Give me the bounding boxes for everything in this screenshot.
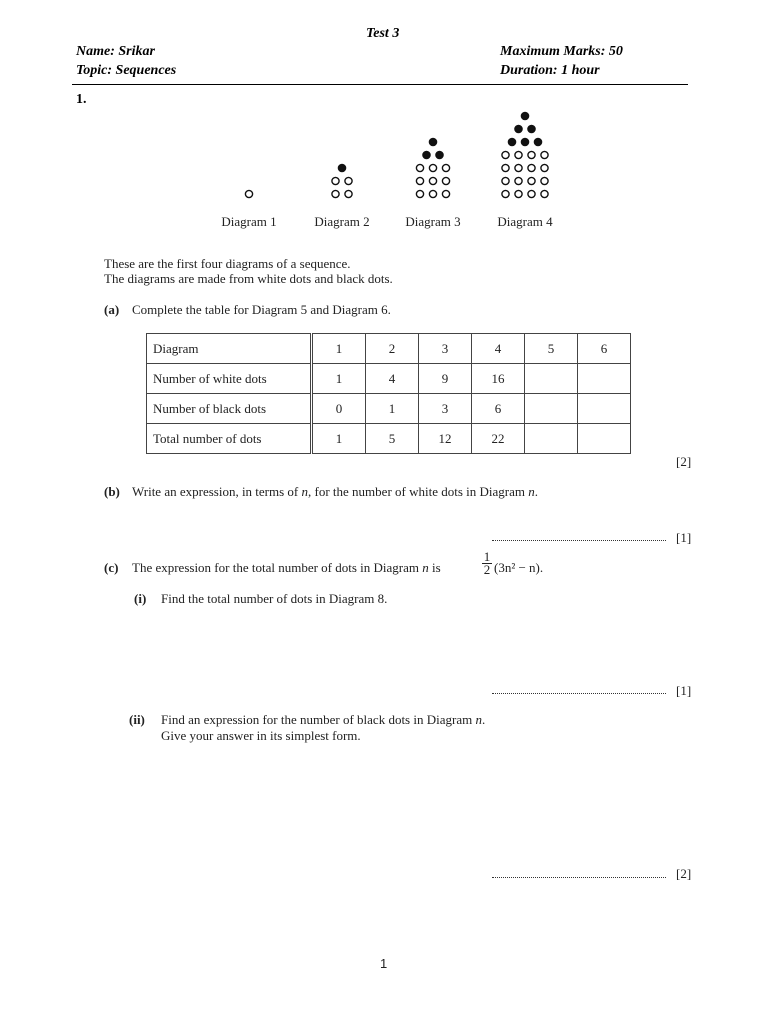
white-dot (502, 177, 509, 184)
table-cell: 9 (419, 364, 472, 394)
white-dot (345, 177, 352, 184)
answer-line-c-i[interactable] (492, 693, 666, 694)
white-dot (515, 151, 522, 158)
white-dot (502, 190, 509, 197)
table-answer-cell[interactable] (525, 364, 578, 394)
white-dot (429, 164, 436, 171)
page-number: 1 (380, 956, 388, 971)
black-dot (423, 151, 430, 158)
part-a-text: Complete the table for Diagram 5 and Diagram 6. (132, 302, 391, 317)
white-dot (442, 164, 449, 171)
table-answer-cell[interactable] (525, 424, 578, 454)
white-dot (502, 151, 509, 158)
table-cell: 2 (366, 334, 419, 364)
part-c-ii-marks: [2] (676, 866, 692, 881)
intro-line-2: The diagrams are made from white dots and black dots. (104, 271, 393, 286)
white-dot (332, 177, 339, 184)
table-cell: 1 (366, 394, 419, 424)
table-cell: 12 (419, 424, 472, 454)
table-cell: 4 (472, 334, 525, 364)
table-answer-cell[interactable] (525, 394, 578, 424)
white-dot (345, 190, 352, 197)
answer-line-c-ii[interactable] (492, 877, 666, 878)
white-dot (528, 190, 535, 197)
table-cell: 6 (472, 394, 525, 424)
table-cell: 3 (419, 394, 472, 424)
table-answer-cell[interactable] (578, 394, 631, 424)
table-cell: 1 (312, 364, 366, 394)
black-dot (429, 138, 436, 145)
white-dot (528, 151, 535, 158)
white-dot (541, 190, 548, 197)
black-dot (436, 151, 443, 158)
black-dot (521, 112, 528, 119)
total-dots-expression: (3n² − n). (494, 560, 544, 575)
sequence-table (146, 333, 631, 454)
dot-diagrams (200, 100, 580, 240)
question-number: 1. (76, 92, 87, 107)
white-dot (416, 177, 423, 184)
white-dot (541, 151, 548, 158)
table-cell: 5 (525, 334, 578, 364)
white-dot (541, 177, 548, 184)
black-dot (508, 138, 515, 145)
black-dot (338, 164, 345, 171)
table-cell: 16 (472, 364, 525, 394)
white-dot (442, 190, 449, 197)
fraction-half: $\frac{1}{2}$ (483, 549, 491, 577)
diagram-label-2: Diagram 2 (314, 214, 370, 229)
white-dot (429, 177, 436, 184)
duration: Duration: 1 hour (500, 63, 600, 78)
answer-line-b[interactable] (492, 540, 666, 541)
black-dot (521, 138, 528, 145)
table-row-label: Total number of dots (147, 424, 312, 454)
table-cell: 6 (578, 334, 631, 364)
part-c-ii-text-1: Find an expression for the number of black dots in Diagram n. (161, 712, 486, 727)
part-c-i-text: Find the total number of dots in Diagram 8. (161, 591, 388, 606)
table-answer-cell[interactable] (578, 364, 631, 394)
part-b-text: Write an expression, in terms of n, for the number of white dots in Diagram n. (132, 484, 538, 499)
diagram-label-3: Diagram 3 (405, 214, 461, 229)
part-c-i-label: (i) (134, 591, 147, 606)
student-name: Name: Srikar (76, 44, 155, 59)
part-c-ii-label: (ii) (129, 712, 145, 727)
diagram-label-1: Diagram 1 (221, 214, 277, 229)
part-a-label: (a) (104, 302, 120, 317)
table-row (147, 334, 631, 364)
table-answer-cell[interactable] (578, 424, 631, 454)
table-row-label: Number of white dots (147, 364, 312, 394)
white-dot (416, 190, 423, 197)
intro-line-1: These are the first four diagrams of a sequence. (104, 256, 351, 271)
topic: Topic: Sequences (76, 63, 177, 78)
header-rule (72, 84, 688, 85)
table-cell: 1 (312, 334, 366, 364)
white-dot (442, 177, 449, 184)
part-c-ii-text-2: Give your answer in its simplest form. (161, 728, 361, 743)
part-b-label: (b) (104, 484, 120, 499)
table-row-label: Diagram (147, 334, 312, 364)
white-dot (528, 177, 535, 184)
white-dot (515, 177, 522, 184)
white-dot (416, 164, 423, 171)
white-dot (541, 164, 548, 171)
white-dot (429, 190, 436, 197)
white-dot (528, 164, 535, 171)
part-b-marks: [1] (676, 530, 692, 545)
black-dot (528, 125, 535, 132)
table-cell: 5 (366, 424, 419, 454)
table-row (147, 424, 631, 454)
table-cell: 3 (419, 334, 472, 364)
table-cell: 0 (312, 394, 366, 424)
white-dot (332, 190, 339, 197)
part-c-text: The expression for the total number of dots in Diagram n is (132, 560, 441, 575)
white-dot (515, 164, 522, 171)
test-title: Test 3 (366, 26, 400, 41)
table-row (147, 394, 631, 424)
table-cell: 22 (472, 424, 525, 454)
white-dot (502, 164, 509, 171)
black-dot (534, 138, 541, 145)
table-row (147, 364, 631, 394)
table-cell: 4 (366, 364, 419, 394)
white-dot (515, 190, 522, 197)
part-c-label: (c) (104, 560, 119, 575)
black-dot (515, 125, 522, 132)
table-cell: 1 (312, 424, 366, 454)
table-row-label: Number of black dots (147, 394, 312, 424)
part-c-i-marks: [1] (676, 683, 692, 698)
diagram-label-4: Diagram 4 (497, 214, 553, 229)
max-marks: Maximum Marks: 50 (500, 44, 623, 59)
part-a-marks: [2] (676, 454, 692, 469)
white-dot (245, 190, 252, 197)
